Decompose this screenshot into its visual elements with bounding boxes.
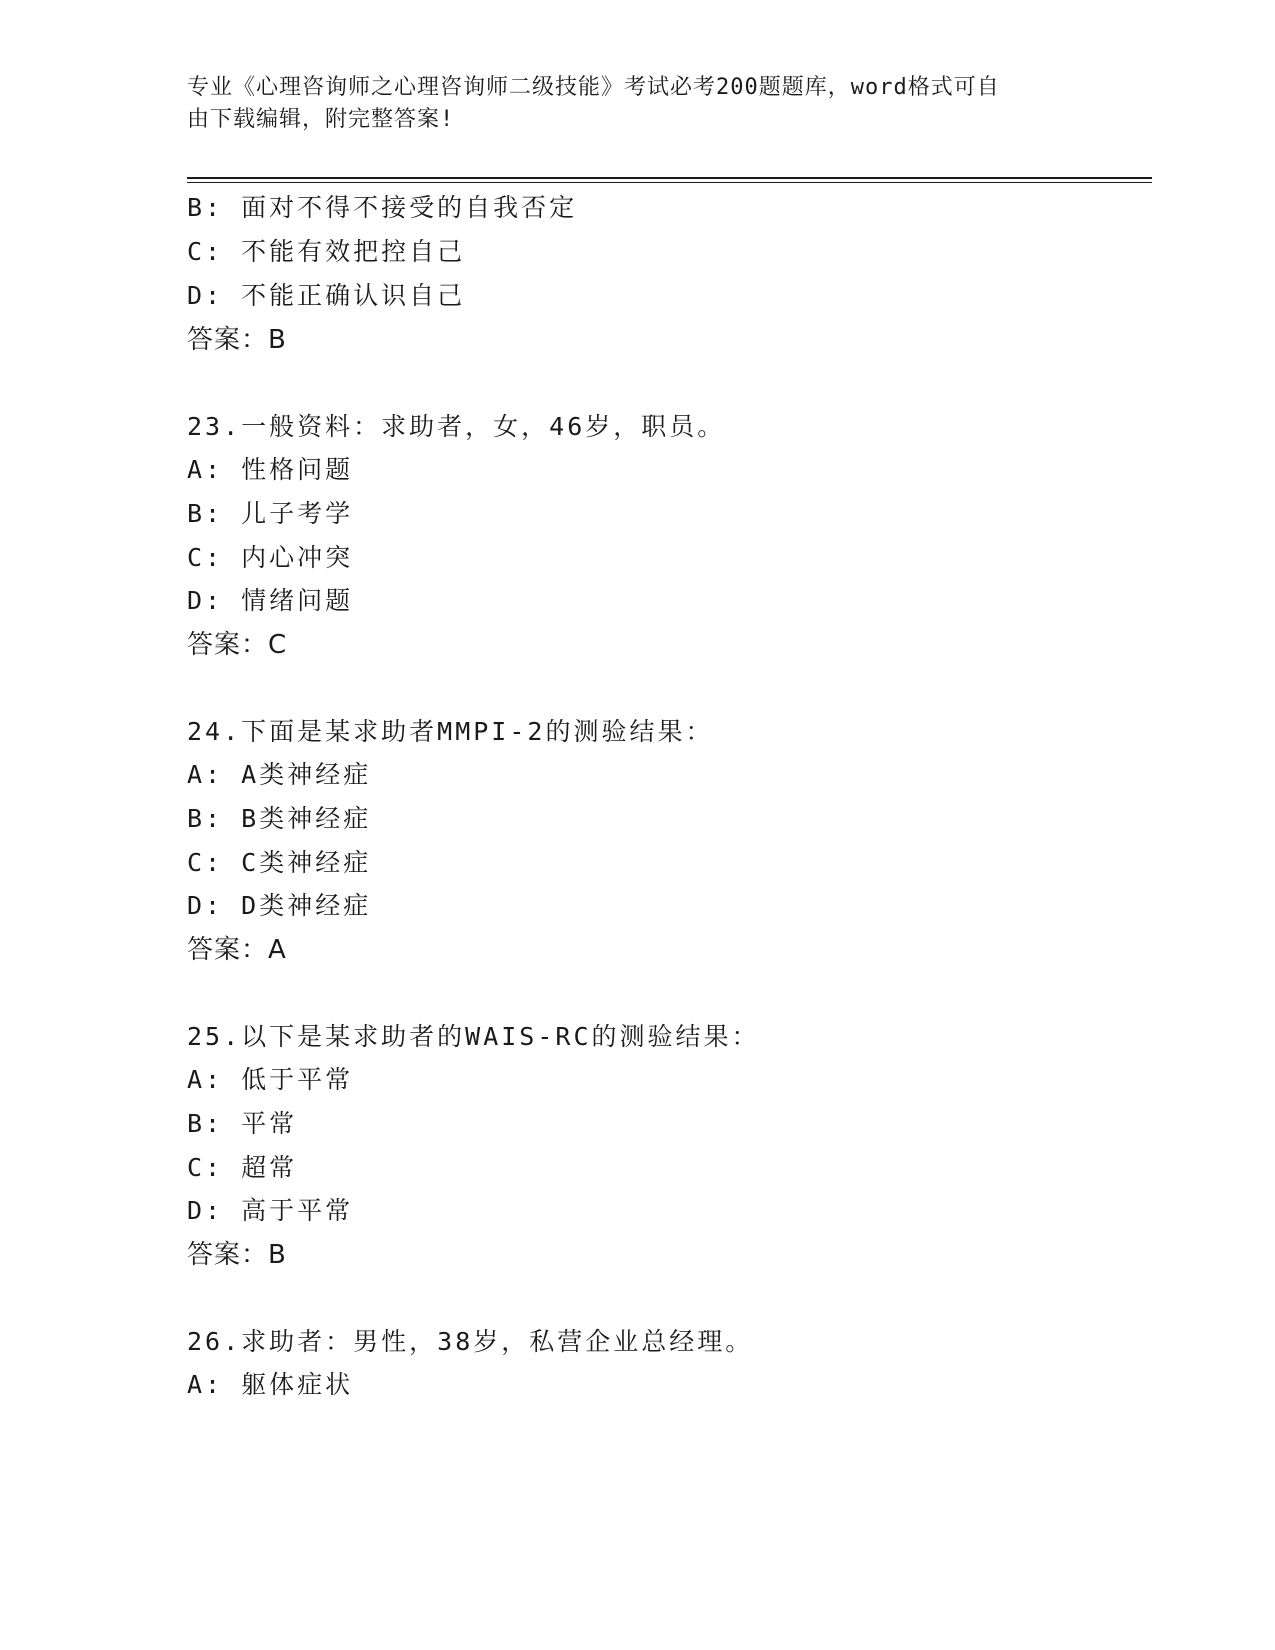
option-a: A: 性格问题 — [187, 455, 354, 484]
option-a: A: 低于平常 — [187, 1065, 354, 1094]
header-line-1: 专业《心理咨询师之心理咨询师二级技能》考试必考200题题库，word格式可自 — [187, 75, 1000, 100]
option-a: A: A类神经症 — [187, 760, 372, 789]
option-b: B: B类神经症 — [187, 804, 372, 833]
question-26: 26.求助者：男性，38岁，私营企业总经理。 — [187, 1327, 754, 1356]
option-d: D: 情绪问题 — [187, 586, 354, 615]
option-c: C: C类神经症 — [187, 848, 372, 877]
option-c: C: 超常 — [187, 1153, 298, 1182]
header-divider-thin — [187, 182, 1152, 183]
option-b: B: 平常 — [187, 1109, 298, 1138]
option-c: C: 内心冲突 — [187, 543, 354, 572]
option-d: D: 不能正确认识自己 — [187, 281, 466, 310]
header-divider-thick — [187, 177, 1152, 179]
answer: 答案：B — [187, 325, 287, 355]
option-b: B: 面对不得不接受的自我否定 — [187, 193, 578, 222]
option-a: A: 躯体症状 — [187, 1370, 354, 1399]
option-c: C: 不能有效把控自己 — [187, 237, 466, 266]
option-d: D: D类神经症 — [187, 891, 372, 920]
answer: 答案：C — [187, 630, 288, 660]
answer: 答案：A — [187, 935, 287, 965]
question-25: 25.以下是某求助者的WAIS-RC的测验结果： — [187, 1022, 760, 1051]
option-d: D: 高于平常 — [187, 1196, 354, 1225]
option-b: B: 儿子考学 — [187, 499, 354, 528]
question-24: 24.下面是某求助者MMPI-2的测验结果： — [187, 717, 714, 746]
header-line-2: 由下载编辑，附完整答案! — [187, 107, 455, 132]
question-23: 23.一般资料：求助者，女，46岁，职员。 — [187, 412, 726, 441]
answer: 答案：B — [187, 1240, 287, 1270]
document-header — [187, 72, 1087, 136]
